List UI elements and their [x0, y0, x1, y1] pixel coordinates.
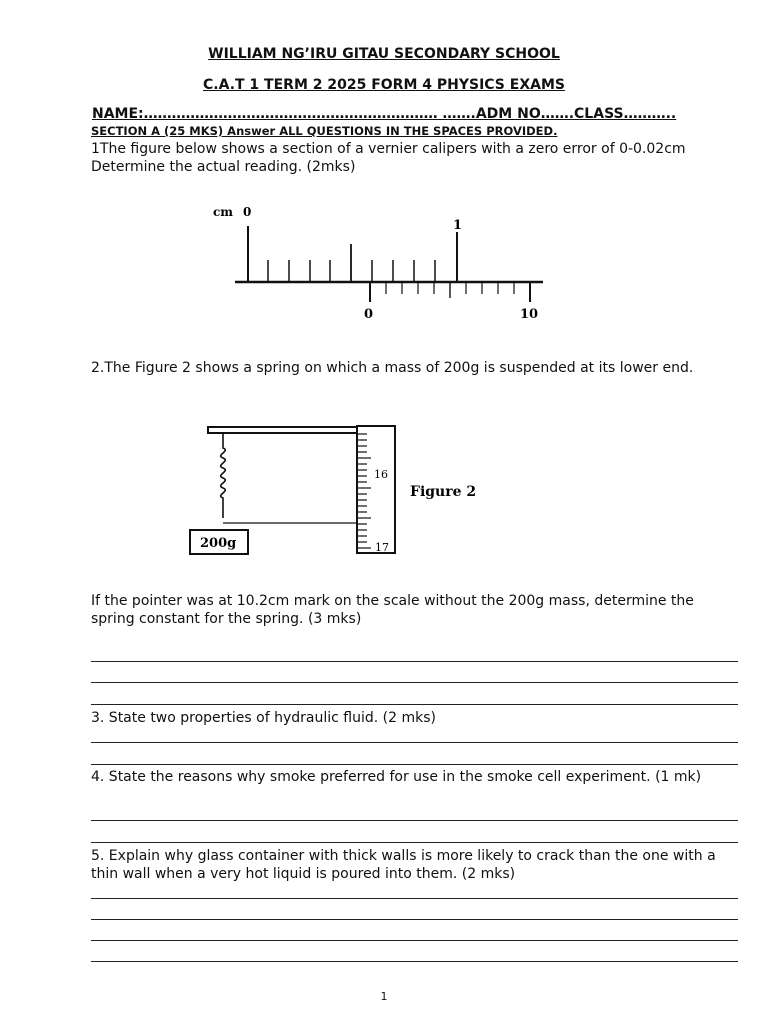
- support-beam: [208, 427, 363, 433]
- answer-line[interactable]: [91, 842, 738, 843]
- answer-line[interactable]: [91, 764, 738, 765]
- spring-figure: [185, 418, 485, 563]
- answer-line[interactable]: [91, 940, 738, 941]
- question-2-part-b: If the pointer was at 10.2cm mark on the scale without the 200g mass, determine the spring constant for the spring. (3 mks): [91, 593, 694, 627]
- question-2: 2.The Figure 2 shows a spring on which a mass of 200g is suspended at its lower end.: [91, 360, 694, 376]
- answer-line[interactable]: [91, 682, 738, 683]
- answer-line[interactable]: [91, 661, 738, 662]
- question-4: 4. State the reasons why smoke preferred for use in the smoke cell experiment. (1 mk): [91, 769, 702, 785]
- unit-label: cm: [213, 205, 234, 219]
- metre-rule: [357, 426, 395, 553]
- exam-title: C.A.T 1 TERM 2 2025 FORM 4 PHYSICS EXAMS: [203, 77, 565, 93]
- scale-17-label: 17: [375, 541, 389, 554]
- question-1: 1The figure below shows a section of a vernier calipers with a zero error of 0-0.02cm Determine the actual reading. (2mks): [91, 141, 686, 175]
- page-number: 1: [380, 990, 388, 1003]
- vernier-zero-label: 0: [364, 307, 374, 322]
- spring: [221, 433, 226, 518]
- main-scale-one-label: 1: [453, 218, 463, 233]
- figure-2-caption: Figure 2: [410, 484, 477, 500]
- answer-line[interactable]: [91, 704, 738, 705]
- vernier-ten-label: 10: [520, 307, 539, 322]
- school-name: WILLIAM NG’IRU GITAU SECONDARY SCHOOL: [208, 46, 560, 62]
- student-details-line: NAME:……………………………………………………… …….ADM NO…….CLASS………..: [92, 106, 677, 122]
- scale-16-label: 16: [374, 468, 388, 481]
- question-5: 5. Explain why glass container with thick walls is more likely to crack than the one with a thin wall when a very hot liquid is poured into them. (2 mks): [91, 848, 716, 882]
- main-scale-zero-label: 0: [243, 205, 252, 219]
- mass-label: 200g: [200, 536, 237, 551]
- answer-line[interactable]: [91, 919, 738, 920]
- answer-line[interactable]: [91, 742, 738, 743]
- vernier-calipers-figure: [205, 196, 550, 326]
- answer-line[interactable]: [91, 961, 738, 962]
- question-3: 3. State two properties of hydraulic fluid. (2 mks): [91, 710, 436, 726]
- section-heading: SECTION A (25 MKS) Answer ALL QUESTIONS IN THE SPACES PROVIDED.: [91, 124, 558, 138]
- answer-line[interactable]: [91, 898, 738, 899]
- answer-line[interactable]: [91, 820, 738, 821]
